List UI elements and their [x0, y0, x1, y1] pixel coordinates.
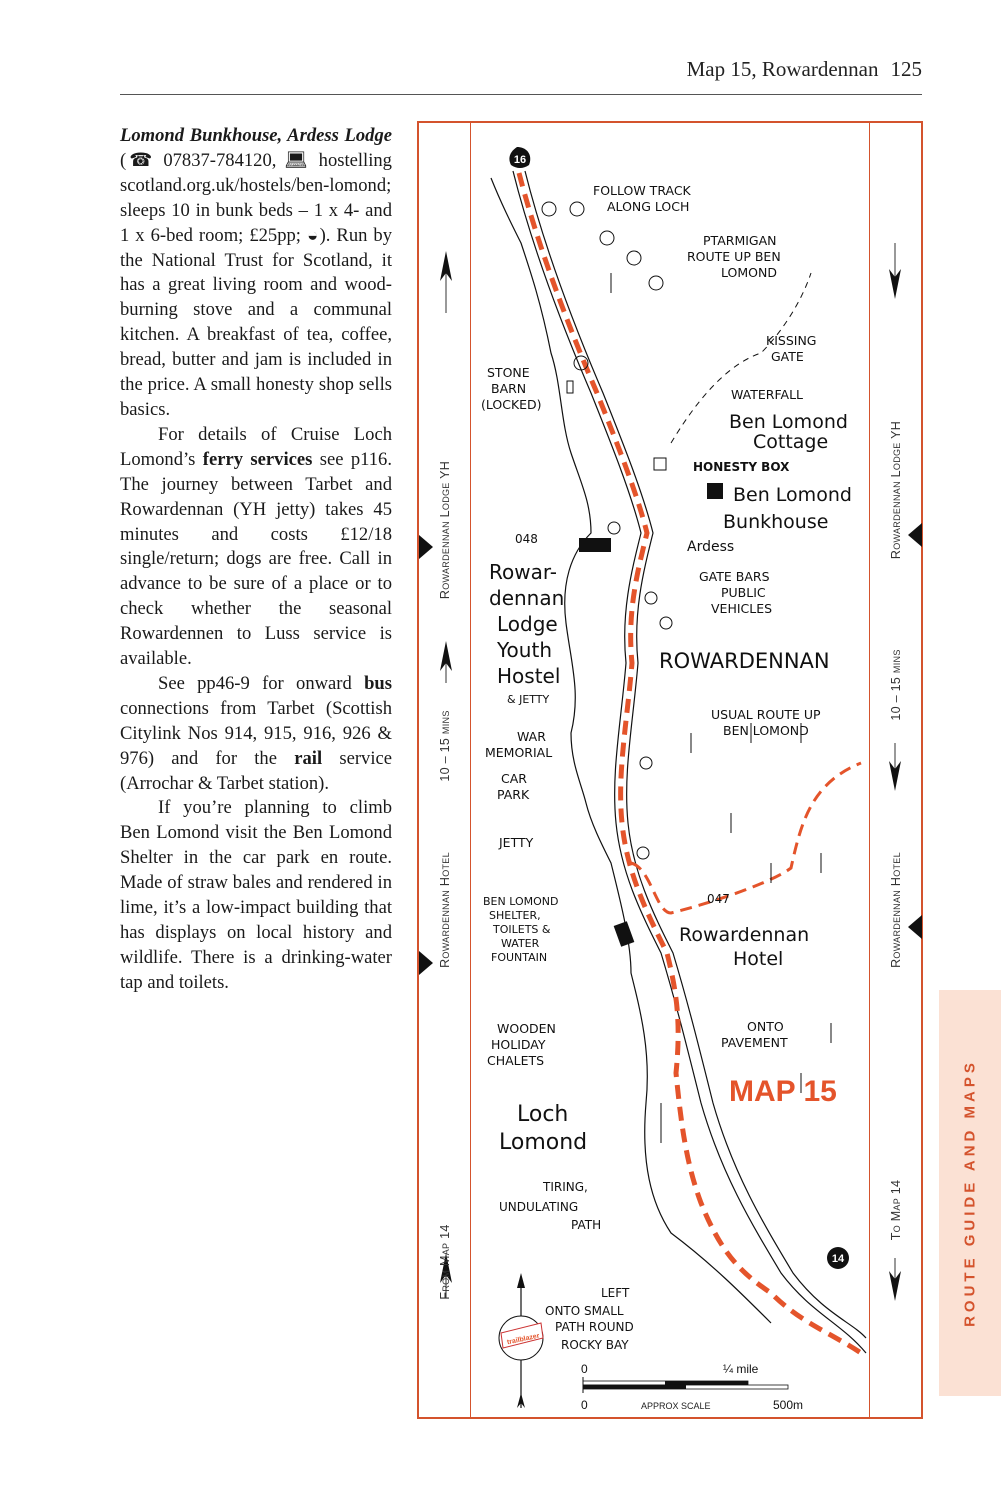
label-loch: Loch — [517, 1102, 569, 1127]
header-rule — [120, 94, 922, 95]
map-drawing — [471, 123, 869, 1417]
label-rocky-bay: ROCKY BAY — [561, 1338, 629, 1352]
scale-500m: 500m — [773, 1398, 804, 1412]
scale-caption: APPROX SCALE — [641, 1401, 711, 1411]
marker-14 — [827, 1247, 849, 1269]
label-follow-track: FOLLOW TRACK — [593, 183, 691, 198]
label-path: PATH — [571, 1218, 602, 1232]
cottage-building — [654, 458, 666, 470]
left-label-lodge: Rowardennan Lodge YH — [437, 460, 452, 600]
label-left: LEFT — [601, 1286, 630, 1300]
scale-top-zero: 0 — [581, 1362, 588, 1376]
label-locked: (LOCKED) — [481, 397, 542, 412]
label-jetty: JETTY — [499, 835, 534, 850]
label-gps-047: 047 — [707, 892, 730, 906]
label-stone-barn: STONE — [487, 365, 530, 380]
label-onto: ONTO — [747, 1019, 784, 1034]
down-arrow-icon — [889, 743, 901, 791]
map-svg — [471, 123, 869, 1417]
label-shelter-2: SHELTER, — [489, 909, 541, 922]
up-arrow-icon — [440, 251, 452, 313]
label-pavement: PAVEMENT — [721, 1035, 788, 1050]
label-hostel-2: dennan — [489, 586, 565, 610]
label-shelter-5: FOUNTAIN — [491, 951, 548, 964]
label-usual-route: USUAL ROUTE UP — [711, 707, 821, 722]
label-ptarmigan-route: ROUTE UP BEN — [687, 249, 781, 264]
left-label-time: 10 – 15 mins — [437, 710, 452, 782]
label-gate-bars: GATE BARS — [699, 569, 770, 584]
label-car: CAR — [501, 771, 527, 786]
phone-icon: ☎ — [126, 149, 156, 171]
label-chalets-2: HOLIDAY — [491, 1037, 546, 1052]
label-vehicles: VEHICLES — [711, 601, 773, 616]
bowl-icon: ◒ — [306, 224, 320, 246]
label-along-loch: ALONG LOCH — [607, 199, 690, 214]
label-cottage-1: Ben Lomond — [729, 411, 848, 433]
label-chalets-1: WOODEN — [497, 1021, 556, 1036]
paragraph-shelter: If you’re planning to climb Ben Lomond visit the Ben Lomond Shelter in the car park en route. Made of straw bales and rendered in lime, it’s a low-impact building that has displays on local history and wildlife. There is a drinking-water tap and toilets. — [120, 797, 392, 993]
section-tab — [939, 990, 1001, 1396]
right-label-to-map: To Map 14 — [888, 1179, 903, 1241]
label-ptarmigan: PTARMIGAN — [703, 233, 777, 248]
waypoint-triangle-icon — [908, 915, 922, 939]
website: hostelling scotland.org.uk/hostels/ben-lomond; — [120, 149, 392, 196]
label-memorial: MEMORIAL — [485, 745, 553, 760]
label-hostel-4: Youth — [497, 638, 552, 662]
label-chalets-3: CHALETS — [487, 1053, 545, 1068]
label-undulating: UNDULATING — [499, 1200, 579, 1214]
label-public: PUBLIC — [721, 585, 766, 600]
venue-name: Lomond Bunkhouse, Ardess Lodge — [120, 125, 392, 146]
usual-route-ben-lomond — [631, 763, 861, 913]
right-label-time: 10 – 15 mins — [888, 649, 903, 721]
scale-bar — [581, 1362, 803, 1412]
waypoint-triangle-icon — [419, 951, 433, 975]
body-text-column — [120, 124, 392, 996]
label-barn: BARN — [491, 381, 527, 396]
scale-quarter-mile: ¼ mile — [723, 1362, 759, 1376]
label-jetty-note: & JETTY — [507, 693, 550, 706]
north-arrow-logo — [499, 1273, 543, 1408]
label-hotel-1: Rowardennan — [679, 924, 810, 946]
hotel-building — [614, 921, 635, 946]
left-direction-strip — [419, 123, 471, 1417]
label-shelter-3: TOILETS & — [493, 923, 551, 936]
right-direction-strip — [869, 123, 921, 1417]
label-waterfall: WATERFALL — [731, 387, 803, 402]
label-ardess: Ardess — [687, 539, 735, 555]
down-arrow-icon — [889, 243, 901, 299]
hostel-building — [579, 538, 611, 552]
waypoint-triangle-icon — [908, 523, 922, 547]
map-labels — [481, 183, 852, 1352]
label-park: PARK — [497, 787, 530, 802]
label-tiring: TIRING, — [543, 1180, 588, 1194]
label-hotel-2: Hotel — [733, 948, 784, 970]
running-head — [600, 57, 922, 82]
right-label-hotel: Rowardennan Hotel — [888, 852, 903, 968]
down-arrow-icon — [889, 1258, 901, 1301]
label-gps-048: 048 — [515, 532, 538, 546]
label-shelter-4: WATER — [501, 937, 540, 950]
phone-number: 07837-784120, — [163, 149, 277, 171]
right-label-lodge: Rowardennan Lodge YH — [888, 420, 903, 560]
label-cottage-2: Cottage — [753, 431, 829, 453]
label-onto-small: ONTO SMALL — [545, 1304, 624, 1318]
up-arrow-icon — [440, 641, 452, 683]
computer-icon: 💻︎ — [284, 149, 311, 171]
road-edge-west — [513, 171, 866, 1353]
label-hostel-3: Lodge — [497, 612, 558, 636]
paragraph-transport: See pp46-9 for onward bus connections from Tarbet (Scottish Citylink Nos 914, 915, 916, 926 & 976) and for the rail service (Arrochar & Tarbet station). — [120, 672, 393, 794]
page-title: Map 15, Rowardennan — [686, 57, 879, 81]
stone-barn — [567, 381, 573, 393]
label-lomond: Lomond — [499, 1130, 588, 1155]
label-hostel-1: Rowar- — [489, 560, 558, 584]
marker-16-label: 16 — [513, 154, 527, 166]
bunkhouse-building — [707, 483, 723, 499]
waypoint-triangle-icon — [419, 535, 433, 559]
page-number: 125 — [890, 57, 922, 81]
label-bunkhouse-2: Bunkhouse — [723, 511, 829, 533]
label-hostel-5: Hostel — [497, 664, 561, 688]
section-tab-label: ROUTE GUIDE AND MAPS — [961, 1059, 979, 1327]
label-war: WAR — [517, 729, 546, 744]
paragraph-ferry: For details of Cruise Loch Lomond’s ferry services see p116. The journey between Tarbet and Rowardennan (YH jetty) takes 45 minutes and costs £12/18 single/return; dogs are free. Call in advance to be sure of a place or to check whether the seasonal Rowardennen to Luss service is available. — [120, 423, 392, 670]
label-kissing-gate: KISSING — [766, 333, 817, 348]
label-bunkhouse-1: Ben Lomond — [733, 484, 852, 506]
left-label-from-map: From Map 14 — [437, 1224, 452, 1300]
trailblazer-logo: trailblazer — [506, 1332, 541, 1347]
marker-14-label: 14 — [831, 1253, 845, 1265]
paragraph-bunkhouse: Lomond Bunkhouse, Ardess Lodge (☎ 07837-784120, 💻︎ hostelling scotland.org.uk/hostels/ben-lomond; sleeps 10 in bunk beds – 1 x 4- and 1 x 6-bed room; £25pp; ◒). Run by the National Trust for Scotland, it has a great living room and wood-burning stove and a communal kitchen. A breakfast of tea, coffee, bread, butter and jam is included in the price. A small honesty shop sells basics. — [120, 125, 392, 420]
label-rowardennan: ROWARDENNAN — [659, 649, 830, 673]
label-ptarmigan-lomond: LOMOND — [721, 265, 777, 280]
label-shelter-1: BEN LOMOND — [483, 895, 559, 908]
label-kissing-gate-2: GATE — [771, 349, 804, 364]
label-path-round: PATH ROUND — [555, 1320, 634, 1334]
map-frame — [417, 121, 923, 1419]
left-label-hotel: Rowardennan Hotel — [437, 852, 452, 968]
scale-bottom-zero: 0 — [581, 1398, 588, 1412]
label-honesty-box: HONESTY BOX — [693, 460, 790, 474]
map-title: MAP 15 — [729, 1075, 837, 1108]
route-path — [519, 173, 861, 1353]
marker-16 — [509, 147, 530, 168]
label-usual-route-2: BEN LOMOND — [723, 723, 809, 738]
